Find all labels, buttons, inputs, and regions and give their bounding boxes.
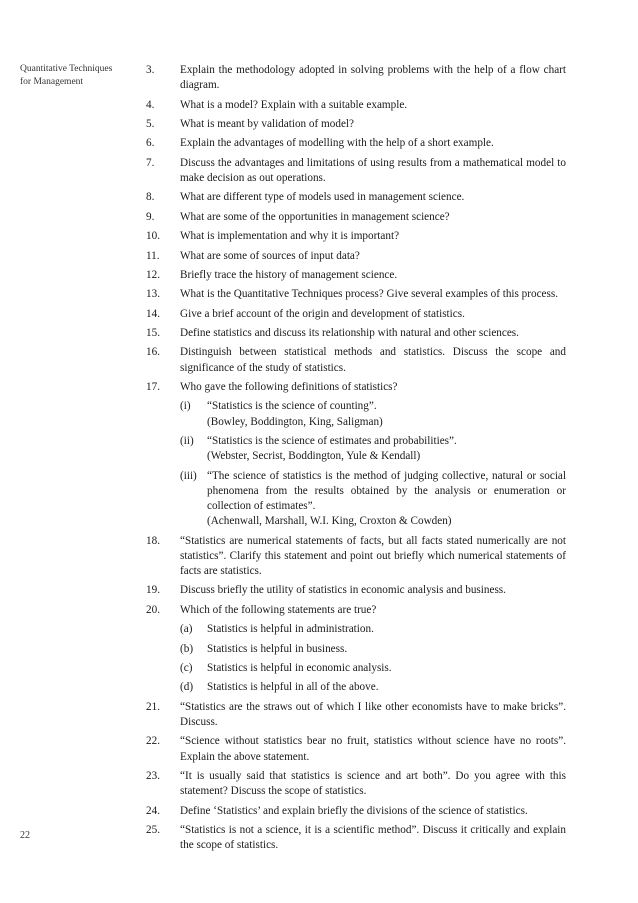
question-number: 23. bbox=[146, 769, 160, 782]
sub-question-number: (a) bbox=[180, 623, 193, 636]
question-item bbox=[146, 769, 566, 799]
question-number: 6. bbox=[146, 137, 155, 150]
question-text: Define ‘Statistics’ and explain briefly the divisions of the science of statistics. bbox=[180, 804, 528, 817]
question-number: 5. bbox=[146, 117, 155, 130]
question-item bbox=[146, 380, 566, 395]
sub-question-item bbox=[180, 399, 566, 429]
question-item bbox=[146, 534, 566, 580]
question-number: 17. bbox=[146, 381, 160, 394]
sub-question-text: Statistics is helpful in administration. bbox=[207, 623, 374, 636]
question-item bbox=[146, 268, 566, 283]
question-item bbox=[146, 190, 566, 205]
question-number: 14. bbox=[146, 307, 160, 320]
question-item bbox=[146, 136, 566, 151]
definition-quote: “Statistics is the science of counting”. bbox=[207, 400, 377, 413]
sub-question-number: (c) bbox=[180, 662, 193, 675]
question-number: 19. bbox=[146, 584, 160, 597]
definition-quote: “Statistics is the science of estimates and probabilities”. bbox=[207, 435, 457, 448]
question-text: Discuss the advantages and limitations of using results from a mathematical model to make decision as out operations. bbox=[180, 156, 566, 184]
question-text: Who gave the following definitions of statistics? bbox=[180, 381, 398, 394]
sub-question-item bbox=[180, 661, 566, 676]
question-item bbox=[146, 249, 566, 264]
definition-authors: (Bowley, Boddington, King, Saligman) bbox=[207, 415, 383, 428]
question-text: “Statistics is not a science, it is a scientific method”. Discuss it critically and explain the scope of statistics. bbox=[180, 823, 566, 852]
question-number: 3. bbox=[146, 64, 155, 76]
question-item bbox=[146, 734, 566, 764]
question-item bbox=[146, 229, 566, 244]
question-text: Explain the advantages of modelling with the help of a short example. bbox=[180, 137, 494, 150]
question-text: What is meant by validation of model? bbox=[180, 117, 354, 130]
question-number: 7. bbox=[146, 156, 155, 169]
question-item bbox=[146, 63, 566, 93]
question-number: 24. bbox=[146, 804, 160, 817]
question-number: 11. bbox=[146, 249, 160, 262]
question-text: What is implementation and why it is important? bbox=[180, 230, 400, 243]
sub-question-number: (b) bbox=[180, 642, 194, 655]
sub-question-item bbox=[180, 680, 566, 695]
question-text: Briefly trace the history of management science. bbox=[180, 268, 398, 281]
question-item bbox=[146, 287, 566, 302]
question-number: 18. bbox=[146, 534, 160, 547]
sub-question-text bbox=[207, 399, 566, 429]
question-number: 25. bbox=[146, 823, 160, 836]
question-number: 9. bbox=[146, 210, 155, 223]
running-header bbox=[20, 63, 125, 89]
question-text: What are some of the opportunities in management science? bbox=[180, 210, 450, 223]
book-title-line-1: Quantitative Techniques bbox=[20, 64, 113, 74]
question-number: 4. bbox=[146, 98, 155, 111]
question-text: Distinguish between statistical methods and statistics. Discuss the scope and significance of the study of statistics. bbox=[180, 346, 566, 374]
question-item bbox=[146, 823, 566, 853]
definition-authors: (Achenwall, Marshall, W.I. King, Croxton & Cowden) bbox=[207, 515, 452, 528]
sub-question-item bbox=[180, 469, 566, 530]
question-number: 22. bbox=[146, 735, 160, 748]
question-number: 16. bbox=[146, 346, 160, 359]
sub-question-number: (ii) bbox=[180, 435, 194, 448]
question-item bbox=[146, 700, 566, 730]
definition-authors: (Webster, Secrist, Boddington, Yule & Kendall) bbox=[207, 450, 421, 463]
question-item bbox=[146, 345, 566, 375]
question-item bbox=[146, 583, 566, 598]
sub-question-number: (d) bbox=[180, 681, 194, 694]
question-number: 21. bbox=[146, 700, 160, 713]
question-item bbox=[146, 804, 566, 819]
question-text: Which of the following statements are true? bbox=[180, 603, 377, 616]
question-number: 13. bbox=[146, 288, 160, 301]
question-number: 12. bbox=[146, 268, 160, 281]
question-item bbox=[146, 156, 566, 186]
question-text: Explain the methodology adopted in solving problems with the help of a flow chart diagram. bbox=[180, 64, 566, 92]
question-item bbox=[146, 117, 566, 132]
question-list bbox=[146, 63, 566, 858]
question-text: Define statistics and discuss its relationship with natural and other sciences. bbox=[180, 327, 519, 340]
sub-question-text: Statistics is helpful in business. bbox=[207, 642, 348, 655]
sub-question-item bbox=[180, 642, 566, 657]
page-number: 22 bbox=[20, 830, 30, 841]
question-item bbox=[146, 326, 566, 341]
question-item bbox=[146, 98, 566, 113]
sub-question-item bbox=[180, 434, 566, 464]
definition-quote: “The science of statistics is the method of judging collective, natural or social phenomena from the results obtained by the analysis or enumeration or collection of estimates”. bbox=[207, 469, 566, 513]
question-text: “Statistics are numerical statements of facts, but all facts stated numerically are not statistics”. Clarify this statement and point out briefly which numerical statements of facts are statistics. bbox=[180, 534, 566, 578]
question-item bbox=[146, 307, 566, 322]
sub-question-number: (iii) bbox=[180, 469, 197, 482]
question-item bbox=[146, 603, 566, 618]
sub-question-text: Statistics is helpful in all of the above. bbox=[207, 681, 379, 694]
sub-question-text bbox=[207, 469, 566, 530]
sub-question-text bbox=[207, 434, 566, 464]
sub-question-number: (i) bbox=[180, 400, 191, 413]
question-text: What are different type of models used in management science. bbox=[180, 191, 465, 204]
question-text: “Science without statistics bear no fruit, statistics without science have no roots”. Explain the above statement. bbox=[180, 735, 566, 763]
question-number: 8. bbox=[146, 191, 155, 204]
question-number: 20. bbox=[146, 603, 160, 616]
question-number: 10. bbox=[146, 230, 160, 243]
question-text: “Statistics are the straws out of which I like other economists have to make bricks”. Discuss. bbox=[180, 700, 566, 728]
book-title-line-2: for Management bbox=[20, 77, 84, 87]
question-text: “It is usually said that statistics is science and art both”. Do you agree with this statement? Discuss the scope of statistics. bbox=[180, 769, 566, 798]
question-text: What are some of sources of input data? bbox=[180, 249, 360, 262]
question-number: 15. bbox=[146, 327, 160, 340]
sub-question-item bbox=[180, 622, 566, 637]
question-text: What is a model? Explain with a suitable example. bbox=[180, 98, 408, 111]
question-text: Discuss briefly the utility of statistics in economic analysis and business. bbox=[180, 584, 506, 597]
question-text: What is the Quantitative Techniques process? Give several examples of this process. bbox=[180, 288, 559, 301]
question-item bbox=[146, 210, 566, 225]
sub-question-text: Statistics is helpful in economic analysis. bbox=[207, 662, 392, 675]
question-text: Give a brief account of the origin and development of statistics. bbox=[180, 307, 465, 320]
